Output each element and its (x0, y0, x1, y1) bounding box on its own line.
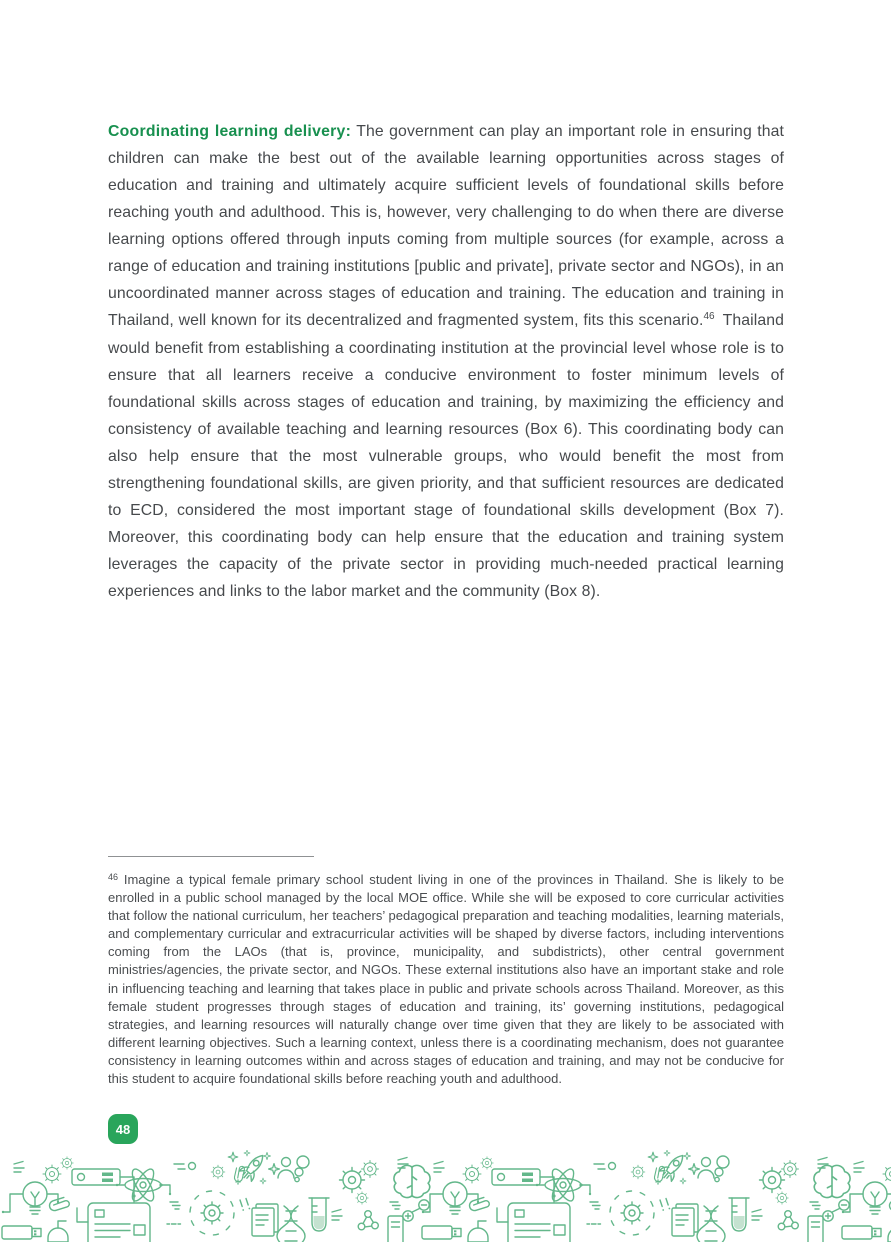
footnote-reference: 46 (703, 311, 715, 323)
paragraph-text-after-ref: Thailand would benefit from establishing a coordinating institution at the provincial level whose role is to ensure that all learners receive a conducive environment to foster minimum levels of foundational skills across stages of education and training, by maximizing the efficiency and consistency of available teaching and learning resources (Box 6). This coordinating body can also help ensure that the most vulnerable groups, who would benefit the most from strengthening foundational skills, are given priority, and that sufficient resources are dedicated to ECD, considered the most important stage of foundational skills development (Box 7). Moreover, this coordinating body can help ensure that the education and training system leverages the capacity of the private sector in providing much-needed practical learning experiences and links to the labor market and the community (Box 8). (108, 312, 784, 601)
page-number: 48 (115, 1121, 131, 1137)
paragraph-text-before-ref: The government can play an important role in ensuring that children can make the best out of the available learning opportunities across stages of education and training and ultimately acquire sufficient levels of foundational skills before reaching youth and adulthood. This is, however, very challenging to do when there are diverse learning options offered through inputs coming from multiple sources (for example, across a range of education and training institutions [public and private], private sector and NGOs), in an uncoordinated manner across stages of education and training. The education and training in Thailand, well known for its decentralized and fragmented system, fits this scenario. (108, 122, 784, 330)
doodle-tile-3 (842, 1150, 891, 1242)
page-number-badge (108, 1114, 138, 1144)
body-paragraph (108, 118, 784, 606)
doodle-tile-2 (422, 1150, 850, 1242)
footnote-text: Imagine a typical female primary school student living in one of the provinces in Thailand. She is likely to be enrolled in a public school managed by the local MOE office. While she will be exposed to core curricular activities that follow the national curriculum, her teachers’ pedagogical preparation and teaching modalities, learning materials, and complementary curricular and extracurricular activities will be shaped by diverse factors, including interventions coming from the LAOs (that is, province, municipality, and subdistricts), other central government ministries/agencies, the private sector, and NGOs. These external institutions also have an important stake and role in influencing teaching and learning that takes place in public and private schools across Thailand. Moreover, as this female student progresses through stages of education and training, its’ governing institutions, pedagogical strategies, and learning resources will naturally change over time given that they are likely to be associated with different learning objectives. Such a learning context, unless there is a coordinating mechanism, does not guarantee consistency in learning outcomes within and across stages of education and training, and may not be conducive for this student to acquire foundational skills before reaching youth and adulthood. (108, 872, 784, 1087)
footnote-marker: 46 (108, 872, 119, 882)
footnote-section (108, 856, 784, 1088)
doodle-tile-1 (2, 1150, 430, 1242)
paragraph-lead: Coordinating learning delivery: (108, 122, 352, 140)
footer-doodles-illustration (0, 1150, 891, 1242)
footnote-divider (108, 856, 314, 857)
footnote-paragraph (108, 871, 784, 1088)
